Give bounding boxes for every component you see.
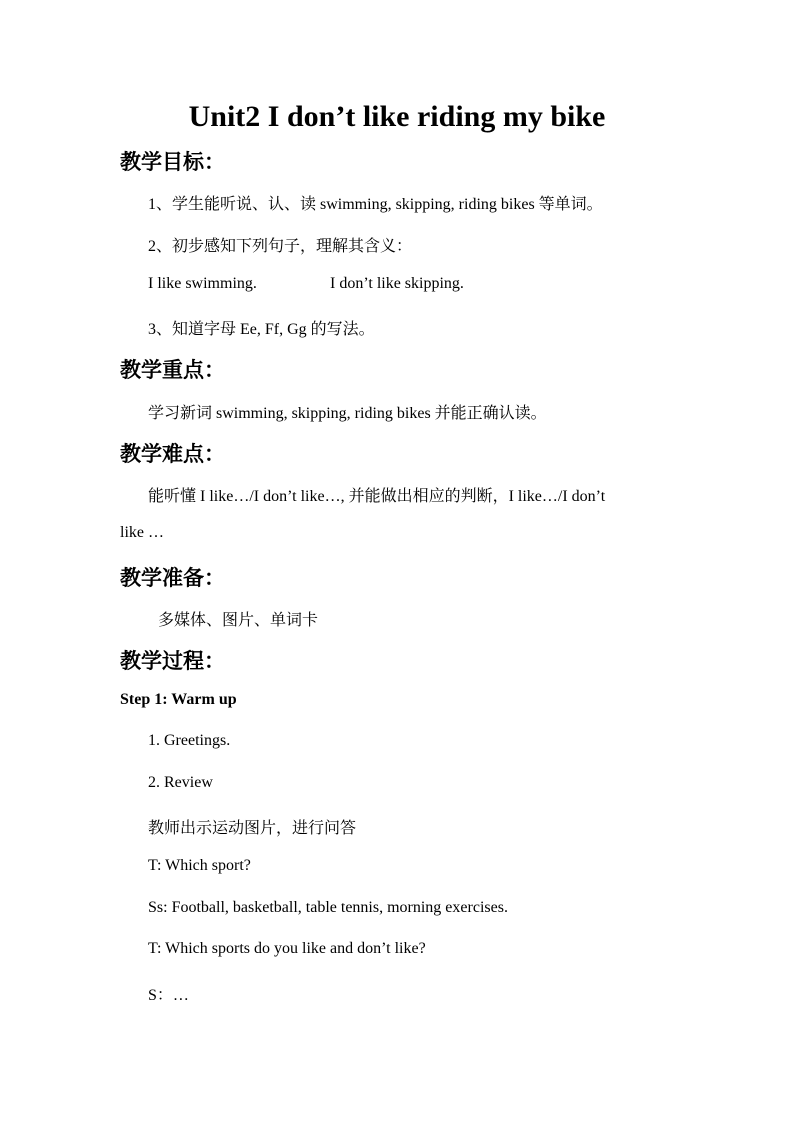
objective-item-2: 2、初步感知下列句子，理解其含义：: [148, 238, 413, 255]
process-line: 教师出示运动图片，进行问答: [148, 820, 357, 837]
objective-item-1: 1、学生能听说、认、读 swimming, skipping, riding bikes 等单词。: [148, 196, 603, 213]
process-heading: 教学过程：: [120, 649, 225, 673]
preparation-text: 多媒体、图片、单词卡: [158, 612, 319, 629]
key-points-text: 学习新词 swimming, skipping, riding bikes 并能正确认读。: [148, 405, 547, 422]
process-line: T: Which sport?: [148, 857, 251, 874]
difficulties-heading: 教学难点：: [120, 442, 225, 466]
key-points-heading: 教学重点：: [120, 358, 225, 382]
document-title: Unit2 I don’t like riding my bike: [188, 100, 606, 133]
difficulties-text-line-2: like …: [120, 524, 164, 541]
preparation-heading: 教学准备：: [120, 566, 225, 590]
objective-item-3: 3、知道字母 Ee, Ff, Gg 的写法。: [148, 321, 375, 338]
process-line: 1. Greetings.: [148, 732, 231, 749]
process-line: S：…: [148, 987, 189, 1004]
process-line: Ss: Football, basketball, table tennis, morning exercises.: [148, 899, 508, 916]
example-sentence-like: I like swimming.: [148, 275, 257, 292]
process-line: T: Which sports do you like and don’t like?: [148, 940, 426, 957]
step-1-heading: Step 1: Warm up: [120, 691, 237, 708]
example-sentence-dont-like: I don’t like skipping.: [330, 275, 464, 292]
difficulties-text-line-1: 能听懂 I like…/I don’t like…, 并能做出相应的判断，I like…/I don’t: [148, 488, 606, 505]
process-line: 2. Review: [148, 774, 213, 791]
objectives-heading: 教学目标：: [120, 150, 225, 174]
